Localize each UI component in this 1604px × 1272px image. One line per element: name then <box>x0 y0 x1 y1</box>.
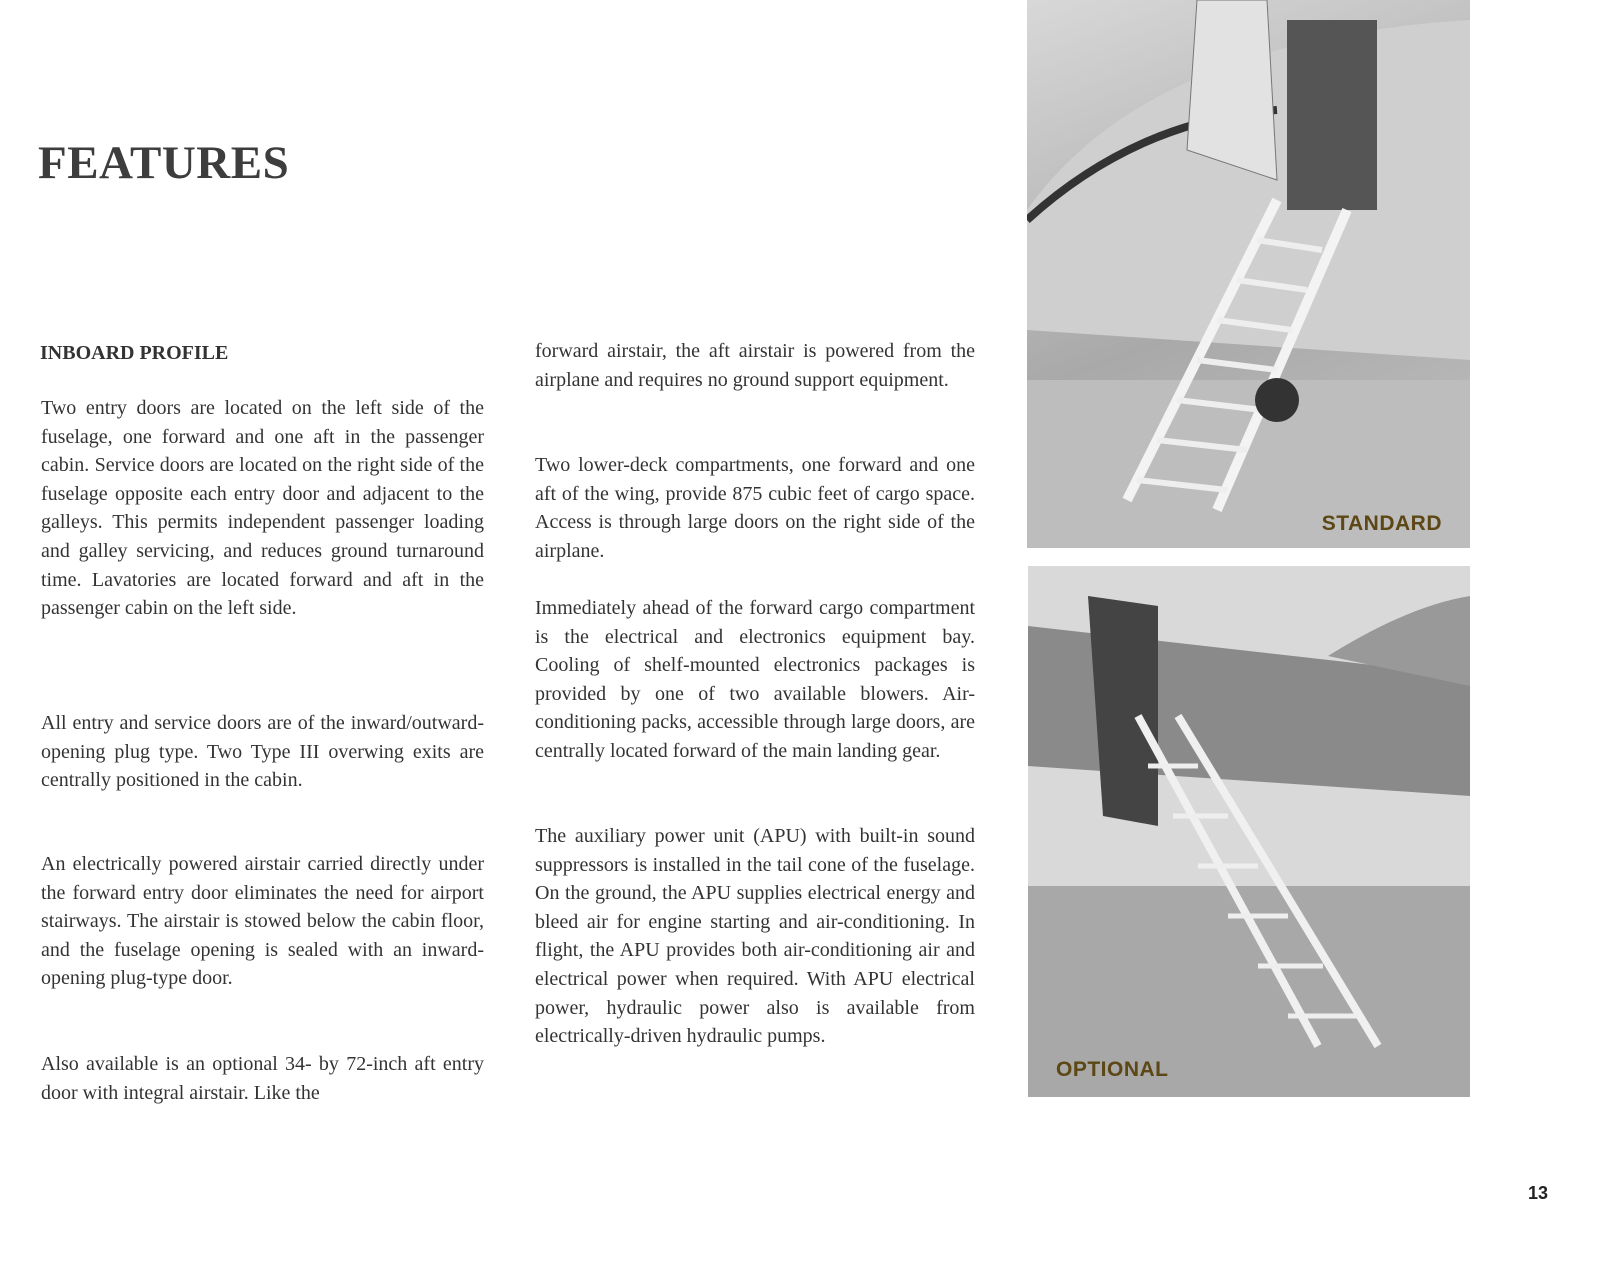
paragraph-aft-airstair-cont: forward airstair, the aft airstair is powered from the airplane and requires no ground support equipment. <box>535 340 975 391</box>
paragraph-electronics-bay: Immediately ahead of the forward cargo compartment is the electrical and electronics equipment bay. Cooling of shelf-mounted electronics packages is provided by one of two available blowers. Air-conditioning packs, accessible through large doors, are centrally located forward of the main landing gear. <box>535 597 975 762</box>
paragraph-door-types: All entry and service doors are of the inward/outward-opening plug type. Two Type III overwing exits are centrally positioned in the cabin. <box>41 712 484 792</box>
airplane-optional-stair-image <box>1028 566 1470 1097</box>
optional-caption: OPTIONAL <box>1056 1058 1169 1081</box>
optional-airstair-photo <box>1028 566 1470 1097</box>
paragraph-entry-doors: Two entry doors are located on the left side of the fuselage, one forward and one aft in the passenger cabin. Service doors are located on the right side of the fuselage opposite each entry door and adjacent to the galleys. This permits independent passenger loading and galley servicing, and reduces ground turnaround time. Lavatories are located forward and aft in the passenger cabin on the left side. <box>41 397 484 620</box>
paragraph-apu: The auxiliary power unit (APU) with built-in sound suppressors is installed in the tail cone of the fuselage. On the ground, the APU supplies electrical energy and bleed air for engine starting and air-conditioning. In flight, the APU provides both air-conditioning air and electrical power when required. With APU electrical power, hydraulic power also is available from electrically-driven hydraulic pumps. <box>535 825 975 1048</box>
section-heading: INBOARD PROFILE <box>40 342 229 364</box>
airplane-standard-stair-image <box>1027 0 1470 548</box>
paragraph-forward-airstair: An electrically powered airstair carried directly under the forward entry door eliminates the need for airport stairways. The airstair is stowed below the cabin floor, and the fuselage opening is sealed with an inward-opening plug-type door. <box>41 853 484 990</box>
standard-caption: STANDARD <box>1321 512 1442 535</box>
page-number: 13 <box>1527 1183 1548 1203</box>
standard-airstair-photo <box>1027 0 1470 548</box>
page-title: FEATURES <box>38 137 290 189</box>
paragraph-cargo: Two lower-deck compartments, one forward and one aft of the wing, provide 875 cubic feet of cargo space. Access is through large doors on the right side of the airplane. <box>535 454 975 562</box>
paragraph-aft-airstair-start: Also available is an optional 34- by 72-inch aft entry door with integral airstair. Like the <box>41 1053 484 1104</box>
